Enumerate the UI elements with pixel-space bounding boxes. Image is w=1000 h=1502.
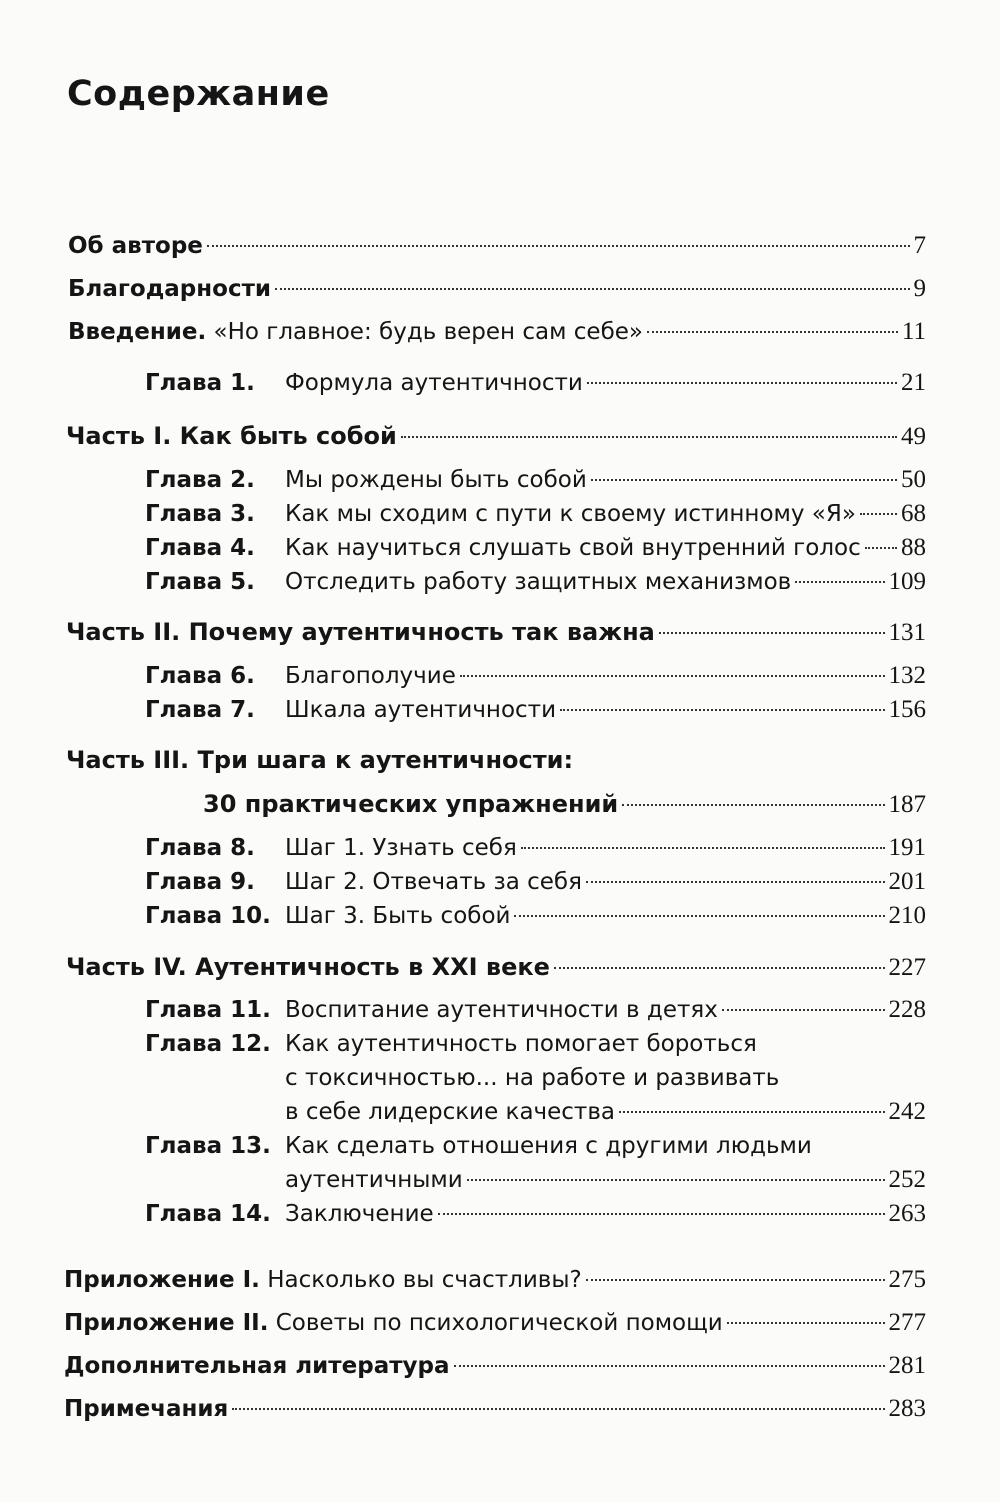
dot-leader bbox=[586, 1279, 885, 1281]
entry-text: «Но главное: будь верен сам себе» bbox=[213, 319, 643, 345]
chapter-number: Глава 5. bbox=[145, 569, 255, 595]
entry-text: Как аутентичность помогает бороться bbox=[285, 1031, 757, 1057]
entry-text: Шаг 3. Быть собой bbox=[285, 903, 511, 929]
entry-text: Отследить работу защитных механизмов bbox=[285, 569, 792, 595]
dot-leader bbox=[275, 288, 909, 290]
toc-entry-chapter-3[interactable] bbox=[145, 497, 926, 531]
part-label: Часть II. Почему аутентичность так важна bbox=[66, 618, 655, 646]
toc-entry-further-reading[interactable] bbox=[64, 1349, 926, 1383]
chapter-number: Глава 12. bbox=[145, 1031, 271, 1057]
page-number: 201 bbox=[888, 868, 926, 895]
chapter-12-line-1 bbox=[145, 1027, 757, 1061]
page-number: 50 bbox=[901, 466, 926, 493]
dot-leader bbox=[865, 547, 897, 549]
page-number: 156 bbox=[888, 696, 926, 723]
toc-entry-notes[interactable] bbox=[64, 1392, 926, 1426]
entry-label: Введение. bbox=[68, 319, 207, 345]
chapter-number: Глава 3. bbox=[145, 501, 255, 527]
dot-leader bbox=[722, 1009, 885, 1011]
page-number: 242 bbox=[888, 1098, 926, 1125]
toc-entry-chapter-2[interactable] bbox=[145, 463, 926, 497]
chapter-13-line-1 bbox=[145, 1129, 812, 1163]
toc-entry-chapter-12[interactable] bbox=[285, 1095, 926, 1129]
page-number: 11 bbox=[901, 318, 926, 345]
entry-label: Приложение I. bbox=[64, 1267, 260, 1293]
page-number: 283 bbox=[888, 1395, 926, 1422]
entry-text: Как научиться слушать свой внутренний голос bbox=[285, 535, 861, 561]
dot-leader bbox=[554, 967, 885, 969]
entry-text: Шаг 1. Узнать себя bbox=[285, 835, 517, 861]
chapter-number: Глава 8. bbox=[145, 835, 255, 861]
dot-leader bbox=[860, 513, 897, 515]
toc-entry-about[interactable] bbox=[68, 229, 926, 263]
toc-entry-chapter-13[interactable] bbox=[285, 1163, 926, 1197]
toc-entry-part-2[interactable] bbox=[66, 615, 926, 649]
toc-entry-chapter-6[interactable] bbox=[145, 659, 926, 693]
entry-text: Как мы сходим с пути к своему истинному «Я» bbox=[285, 501, 856, 527]
entry-text: Воспитание аутентичности в детях bbox=[285, 997, 718, 1023]
page-number: 68 bbox=[901, 500, 926, 527]
chapter-number: Глава 6. bbox=[145, 663, 255, 689]
dot-leader bbox=[659, 632, 885, 634]
entry-text: в себе лидерские качества bbox=[285, 1099, 615, 1125]
dot-leader bbox=[587, 382, 897, 384]
toc-entry-intro[interactable] bbox=[68, 315, 926, 349]
part-label: Часть IV. Аутентичность в XXI веке bbox=[66, 953, 550, 981]
part-label: Часть I. Как быть собой bbox=[66, 422, 397, 450]
page-title: Содержание bbox=[67, 74, 330, 114]
page-number: 277 bbox=[888, 1309, 926, 1336]
entry-text: Насколько вы счастливы? bbox=[267, 1267, 582, 1293]
page-number: 228 bbox=[888, 996, 926, 1023]
entry-label: Дополнительная литература bbox=[64, 1353, 450, 1379]
entry-text: Мы рождены быть собой bbox=[285, 467, 587, 493]
page-number: 281 bbox=[888, 1352, 926, 1379]
dot-leader bbox=[438, 1213, 885, 1215]
dot-leader bbox=[514, 915, 884, 917]
page-number: 191 bbox=[888, 834, 926, 861]
page-number: 252 bbox=[888, 1166, 926, 1193]
dot-leader bbox=[454, 1365, 885, 1367]
toc-entry-chapter-4[interactable] bbox=[145, 531, 926, 565]
toc-entry-part-3[interactable] bbox=[203, 787, 926, 821]
entry-text: Заключение bbox=[285, 1201, 434, 1227]
toc-entry-chapter-8[interactable] bbox=[145, 831, 926, 865]
toc-entry-chapter-5[interactable] bbox=[145, 565, 926, 599]
entry-text: Как сделать отношения с другими людьми bbox=[285, 1133, 812, 1159]
page-number: 210 bbox=[888, 902, 926, 929]
entry-text: аутентичными bbox=[285, 1167, 463, 1193]
toc-entry-chapter-9[interactable] bbox=[145, 865, 926, 899]
chapter-number: Глава 13. bbox=[145, 1133, 271, 1159]
dot-leader bbox=[727, 1322, 885, 1324]
chapter-number: Глава 7. bbox=[145, 697, 255, 723]
dot-leader bbox=[232, 1408, 884, 1410]
page-number: 9 bbox=[913, 275, 926, 302]
dot-leader bbox=[647, 331, 898, 333]
part-label: 30 практических упражнений bbox=[203, 790, 619, 818]
dot-leader bbox=[586, 881, 885, 883]
toc-entry-chapter-1[interactable] bbox=[145, 366, 926, 400]
chapter-number: Глава 14. bbox=[145, 1201, 271, 1227]
page-number: 275 bbox=[888, 1266, 926, 1293]
toc-entry-appendix-2[interactable] bbox=[64, 1306, 926, 1340]
dot-leader bbox=[460, 675, 885, 677]
toc-entry-appendix-1[interactable] bbox=[64, 1263, 926, 1297]
page-number: 88 bbox=[901, 534, 926, 561]
toc-entry-part-1[interactable] bbox=[66, 419, 926, 453]
page-number: 132 bbox=[888, 662, 926, 689]
dot-leader bbox=[560, 709, 884, 711]
part-3-heading-line-1: Часть III. Три шага к аутентичности: bbox=[66, 746, 574, 774]
entry-text: Благополучие bbox=[285, 663, 456, 689]
toc-entry-thanks[interactable] bbox=[68, 272, 926, 306]
toc-entry-chapter-11[interactable] bbox=[145, 993, 926, 1027]
dot-leader bbox=[401, 436, 897, 438]
entry-label: Об авторе bbox=[68, 233, 203, 259]
entry-label: Благодарности bbox=[68, 276, 272, 302]
entry-text: Шаг 2. Отвечать за себя bbox=[285, 869, 582, 895]
chapter-number: Глава 4. bbox=[145, 535, 255, 561]
chapter-number: Глава 9. bbox=[145, 869, 255, 895]
chapter-number: Глава 11. bbox=[145, 997, 271, 1023]
page-number: 7 bbox=[913, 232, 926, 259]
page-number: 109 bbox=[888, 568, 926, 595]
entry-label: Приложение II. bbox=[64, 1310, 269, 1336]
dot-leader bbox=[591, 479, 897, 481]
page-number: 21 bbox=[901, 369, 926, 396]
dot-leader bbox=[619, 1111, 885, 1113]
page-number: 49 bbox=[901, 423, 926, 450]
page-number: 187 bbox=[888, 791, 926, 818]
dot-leader bbox=[207, 245, 910, 247]
entry-label: Примечания bbox=[64, 1396, 229, 1422]
toc-entry-part-4[interactable] bbox=[66, 950, 926, 984]
chapter-number: Глава 1. bbox=[145, 370, 255, 396]
chapter-12-line-2: с токсичностью... на работе и развивать bbox=[285, 1065, 780, 1091]
toc-entry-chapter-10[interactable] bbox=[145, 899, 926, 933]
toc-entry-chapter-7[interactable] bbox=[145, 693, 926, 727]
entry-text: Советы по психологической помощи bbox=[275, 1310, 723, 1336]
dot-leader bbox=[521, 847, 885, 849]
entry-text: Шкала аутентичности bbox=[285, 697, 557, 723]
chapter-number: Глава 10. bbox=[145, 903, 271, 929]
chapter-number: Глава 2. bbox=[145, 467, 255, 493]
dot-leader bbox=[467, 1179, 885, 1181]
page-number: 263 bbox=[888, 1200, 926, 1227]
dot-leader bbox=[795, 581, 884, 583]
toc-entry-chapter-14[interactable] bbox=[145, 1197, 926, 1231]
page-number: 227 bbox=[888, 954, 926, 981]
entry-text: Формула аутентичности bbox=[285, 370, 583, 396]
dot-leader bbox=[622, 804, 884, 806]
page-number: 131 bbox=[888, 619, 926, 646]
